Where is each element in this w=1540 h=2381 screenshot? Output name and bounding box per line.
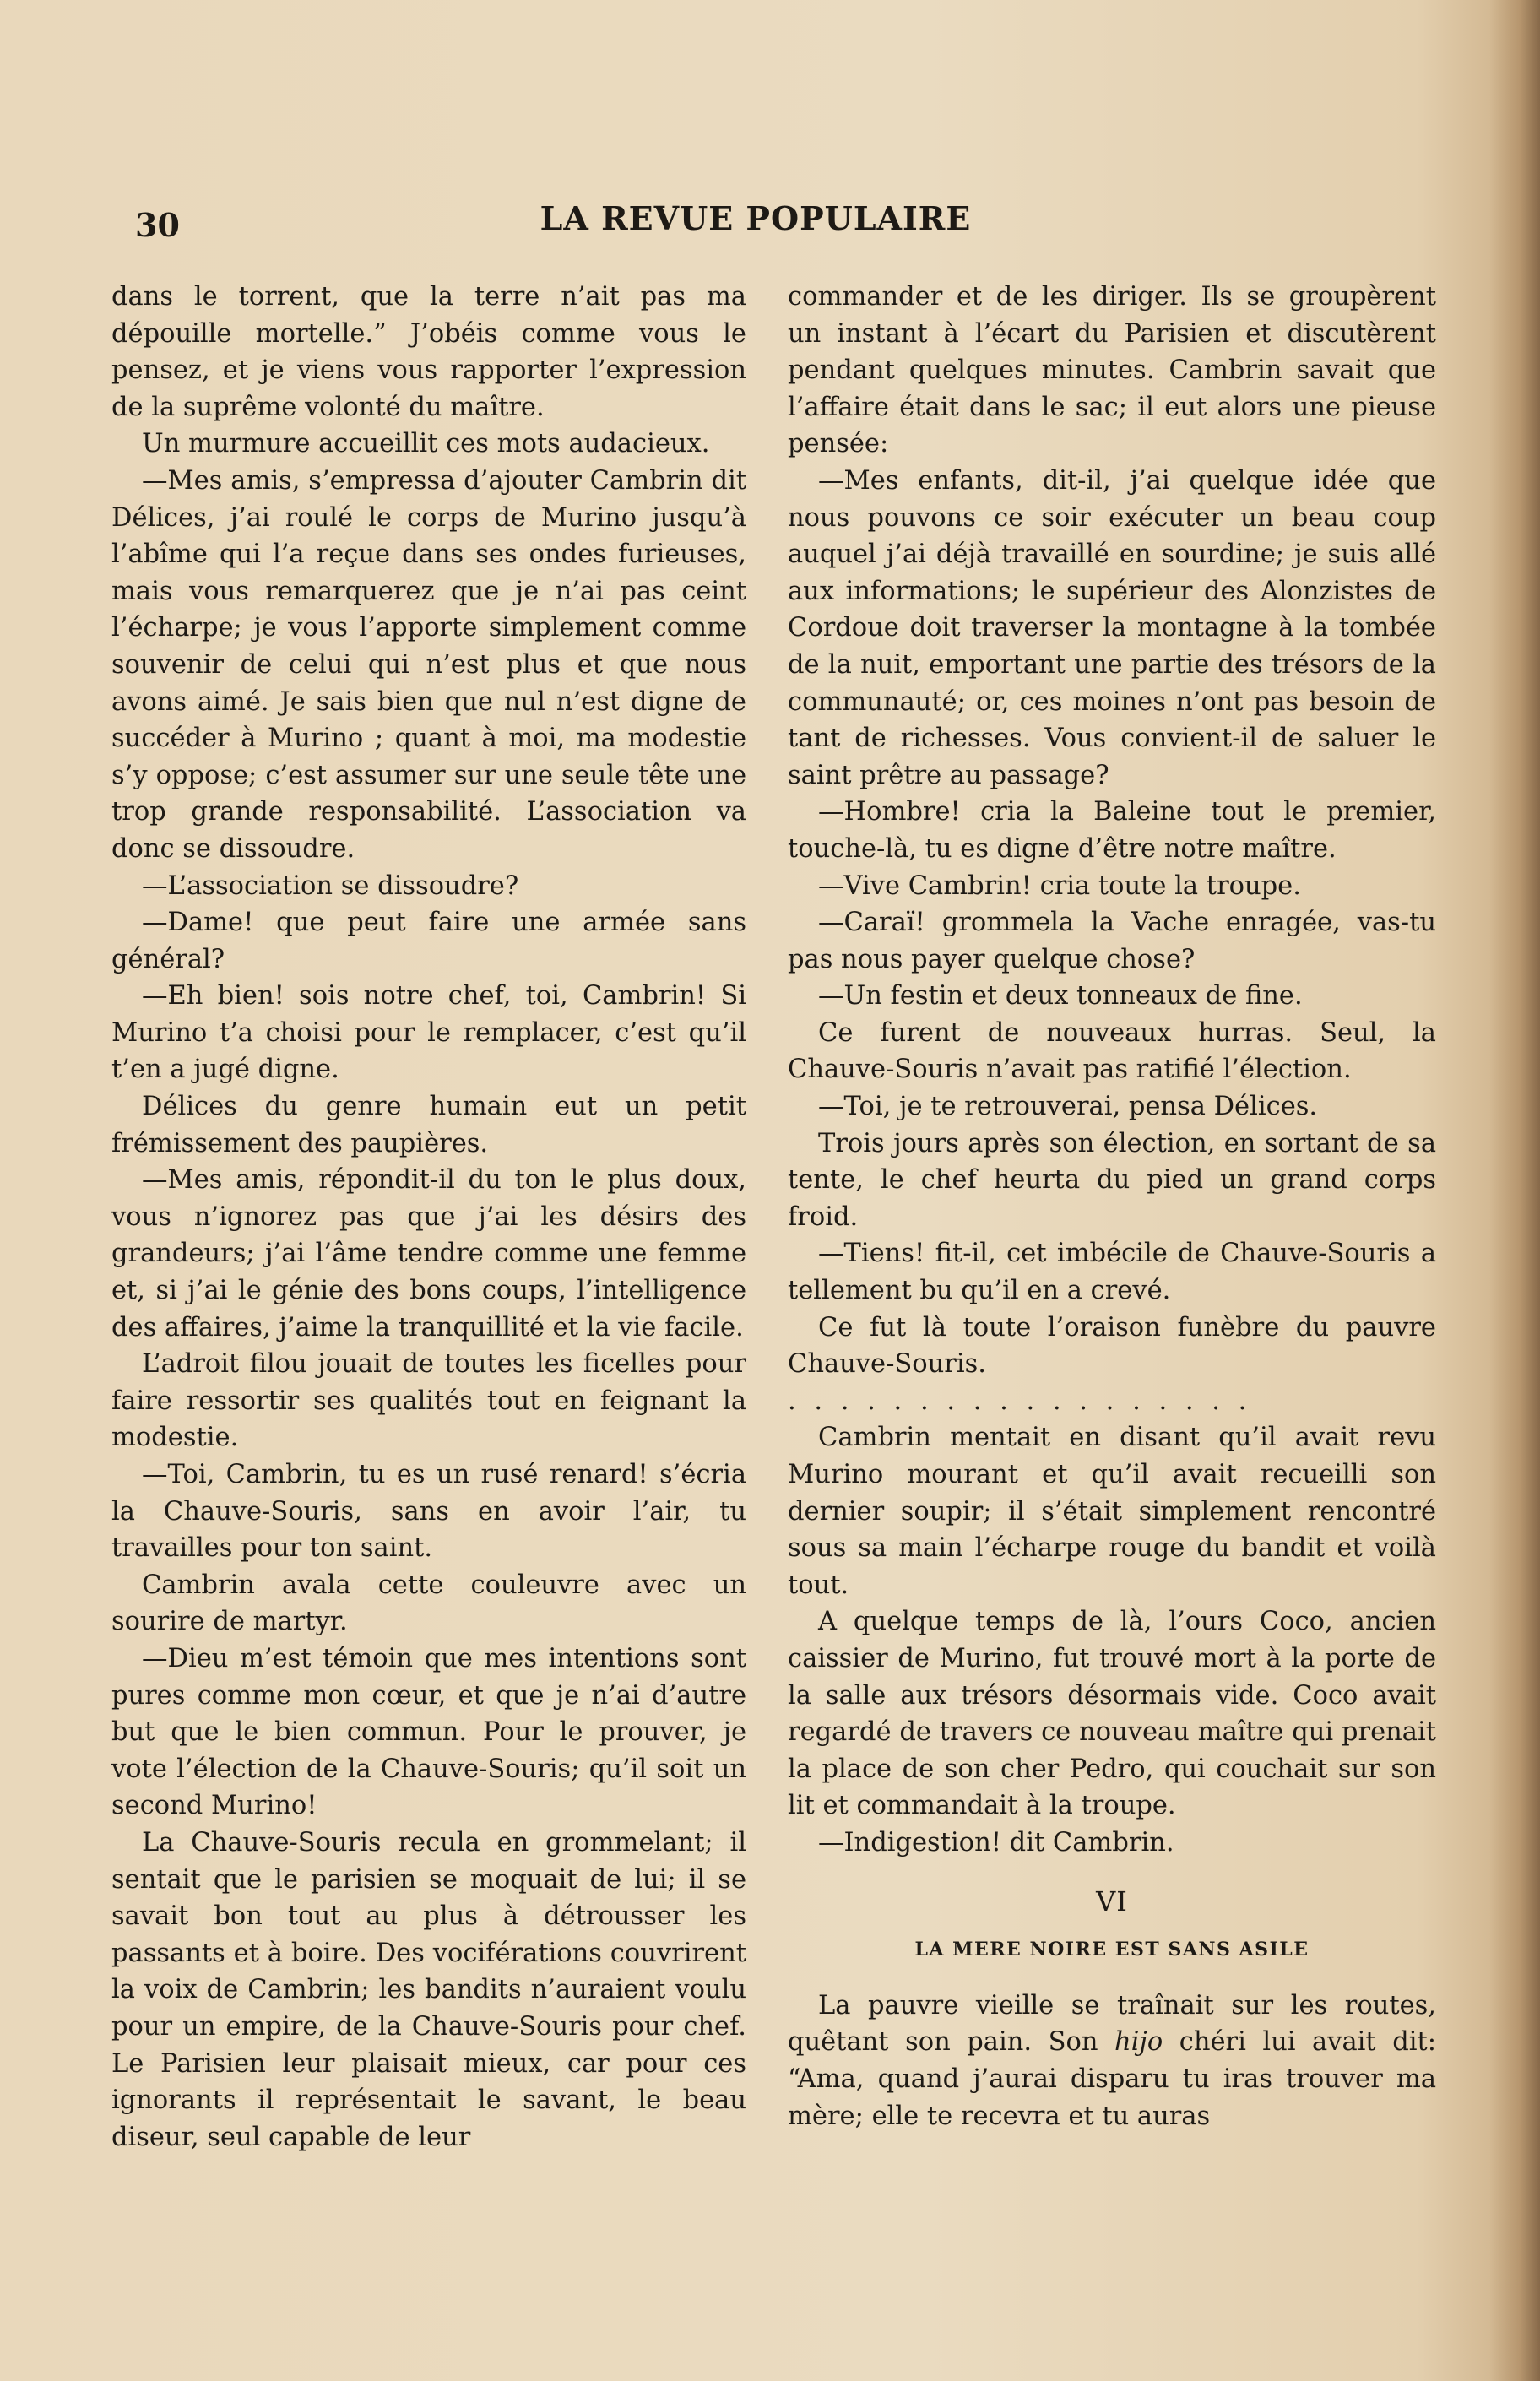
- paragraph: Un murmure accueillit ces mots audacieux.: [142, 429, 710, 459]
- section-break-dots: . . . . . . . . . . . . . . . . . .: [788, 1386, 1252, 1416]
- paragraph: —Toi, je te retrouverai, pensa Délices.: [818, 1092, 1318, 1122]
- paragraph-last: [788, 1988, 1436, 2134]
- paragraph: —Toi, Cambrin, tu es un rusé renard! s’écria la Chauve-Souris, sans en avoir l’air, tu travailles pour ton saint.: [111, 1460, 746, 1564]
- page-header: [110, 199, 1402, 250]
- left-column: [111, 279, 746, 2156]
- paragraph: —Dame! que peut faire une armée sans général?: [111, 908, 746, 974]
- paragraph: Trois jours après son élection, en sortant de sa tente, le chef heurta du pied un grand corps froid.: [788, 1128, 1436, 1232]
- text-run: La pauvre vieille se traînait sur les routes, quêtant son pain. Son: [788, 1990, 1436, 2058]
- paragraph: —Hombre! cria la Baleine tout le premier, touche-là, tu es digne d’être notre maître.: [788, 797, 1436, 864]
- paragraph: —Mes enfants, dit-il, j’ai quelque idée que nous pouvons ce soir exécuter un beau coup auquel j’ai déjà travaillé en sourdine; je suis allé aux informations; le supérieur des Alonzistes de Cordoue doit traverser la montagne à la tombée de la nuit, emportant une partie des trésors de la communauté; or, ces moines n’ont pas besoin de tant de richesses. Vous convient-il de saluer le saint prêtre au passage?: [788, 465, 1436, 790]
- paragraph: La Chauve-Souris recula en grommelant; il sentait que le parisien se moquait de lui; il se savait bon tout au plus à détrousser les passants et à boire. Des vociférations couvrirent la voix de Cambrin; les bandits n’auraient voulu pour un empire, de la Chauve-Souris pour chef. Le Parisien leur plaisait mieux, car pour ces ignorants il représentait le savant, le beau diseur, seul capable de leur: [111, 1827, 746, 2152]
- paragraph: —Tiens! fit-il, cet imbécile de Chauve-Souris a tellement bu qu’il en a crevé.: [788, 1239, 1436, 1306]
- paragraph: Délices du genre humain eut un petit frémissement des paupières.: [111, 1092, 746, 1158]
- paragraph: Cambrin avala cette couleuvre avec un sourire de martyr.: [111, 1570, 746, 1637]
- paragraph: —Eh bien! sois notre chef, toi, Cambrin! Si Murino t’a choisi pour le remplacer, c’est qu’il t’en a jugé digne.: [111, 981, 746, 1085]
- paragraph: —Indigestion! dit Cambrin.: [818, 1827, 1174, 1858]
- chapter-title: LA MERE NOIRE EST SANS ASILE: [914, 1939, 1310, 1961]
- paragraph: —L’association se dissoudre?: [142, 871, 519, 901]
- page-edge-shadow: [1489, 0, 1540, 2381]
- paragraph: dans le torrent, que la terre n’ait pas ma dépouille mortelle.” J’obéis comme vous le pensez, et je viens vous rapporter l’expression de la suprême volonté du maître.: [111, 282, 746, 422]
- chapter-number: VI: [1096, 1885, 1128, 1917]
- paragraph: commander et de les diriger. Ils se groupèrent un instant à l’écart du Parisien et discutèrent pendant quelques minutes. Cambrin savait que l’affaire était dans le sac; il eut alors une pieuse pensée:: [788, 282, 1436, 459]
- paragraph: —Dieu m’est témoin que mes intentions sont pures comme mon cœur, et que je n’ai d’autre but que le bien commun. Pour le prouver, je vote l’élection de la Chauve-Souris; qu’il soit un second Murino!: [111, 1643, 746, 1821]
- paragraph: —Mes amis, répondit-il du ton le plus doux, vous n’ignorez pas que j’ai les désirs des grandeurs; j’ai l’âme tendre comme une femme et, si j’ai le génie des bons coups, l’intelligence des affaires, j’aime la tranquillité et la vie facile.: [111, 1165, 746, 1342]
- paragraph: Ce fut là toute l’oraison funèbre du pauvre Chauve-Souris.: [788, 1312, 1436, 1380]
- paragraph: A quelque temps de là, l’ours Coco, ancien caissier de Murino, fut trouvé mort à la porte de la salle aux trésors désormais vide. Coco avait regardé de travers ce nouveau maître qui prenait la place de son cher Pedro, qui couchait sur son lit et commandait à la troupe.: [788, 1607, 1436, 1821]
- text-run: chéri lui avait dit: “Ama, quand j’aurai disparu tu iras trouver ma mère; elle te recevra et tu auras: [788, 2027, 1437, 2131]
- right-column: [788, 279, 1436, 2134]
- paragraph: —Vive Cambrin! cria toute la troupe.: [818, 871, 1301, 901]
- italic-word: hijo: [1114, 2027, 1163, 2058]
- paragraph: Cambrin mentait en disant qu’il avait revu Murino mourant et qu’il avait recueilli son dernier soupir; il s’était simplement rencontré sous sa main l’écharpe rouge du bandit et voilà tout.: [788, 1423, 1436, 1600]
- paragraph: —Un festin et deux tonneaux de fine.: [818, 981, 1303, 1012]
- running-title: LA REVUE POPULAIRE: [540, 199, 972, 237]
- page-number: 30: [135, 206, 180, 244]
- paragraph: L’adroit filou jouait de toutes les ficelles pour faire ressortir ses qualités tout en feignant la modestie.: [111, 1349, 746, 1453]
- paragraph: Ce furent de nouveaux hurras. Seul, la Chauve-Souris n’avait pas ratifié l’élection.: [788, 1017, 1436, 1085]
- paragraph: —Caraï! grommela la Vache enragée, vas-tu pas nous payer quelque chose?: [788, 908, 1436, 974]
- paragraph: —Mes amis, s’empressa d’ajouter Cambrin dit Délices, j’ai roulé le corps de Murino jusqu’à l’abîme qui l’a reçue dans ses ondes furieuses, mais vous remarquerez que je n’ai pas ceint l’écharpe; je vous l’apporte simplement comme souvenir de celui qui n’est plus et que nous avons aimé. Je sais bien que nul n’est digne de succéder à Murino ; quant à moi, ma modestie s’y oppose; c’est assumer sur une seule tête une trop grande responsabilité. L’association va donc se dissoudre.: [111, 465, 746, 864]
